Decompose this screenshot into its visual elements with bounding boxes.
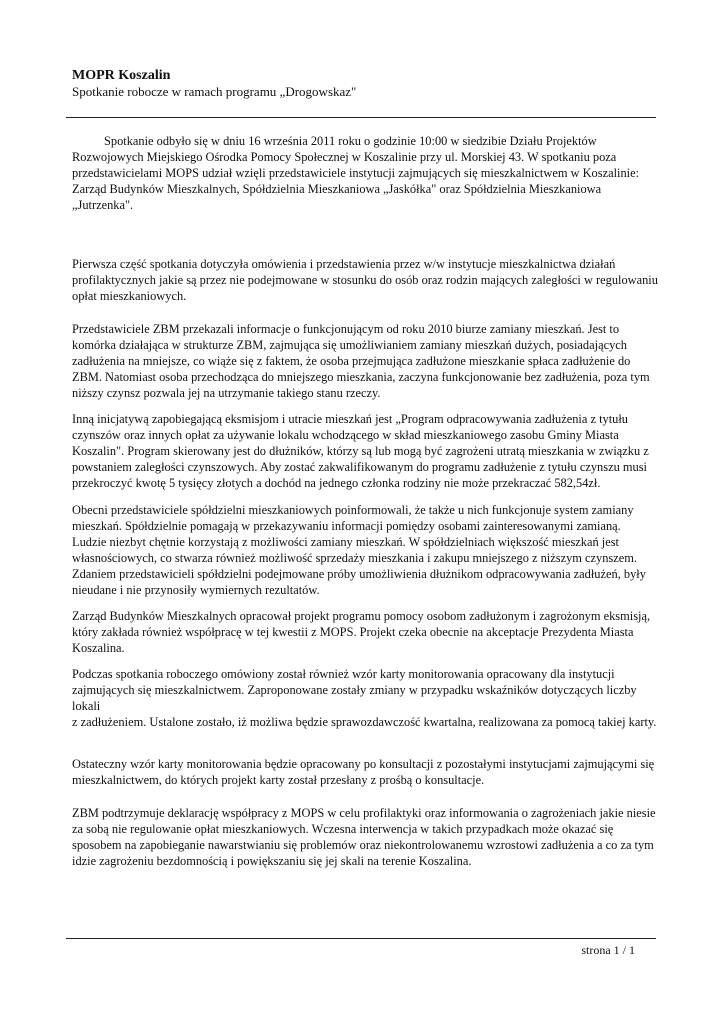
paragraph-first-part: Pierwsza część spotkania dotyczyła omówienia i przedstawienia przez w/w instytucje mieszkalnictwa działań profilaktycznych jakie są przez nie podejmowane w stosunku do osób oraz rodzin mających zaległości w regulowaniu opłat mieszkaniowych. bbox=[72, 257, 658, 304]
paragraph-zbm-exchange-office: Przedstawiciele ZBM przekazali informacje o funkcjonującym od roku 2010 biurze zamiany mieszkań. Jest to komórka działająca w strukturze ZBM, zajmująca się umożliwianiem zamiany mieszkań dużych, posiadających zadłużenia na mniejsze, co wiąże się z faktem, że osoba przejmująca zadłużone mieszkanie spłaca zadłużenie do ZBM. Natomiast osoba przechodząca do mniejszego mieszkania, zaczyna funkcjonowanie bez zadłużenia, poza tym niższy czynsz pozwala jej na utrzymanie takiego stanu rzeczy. bbox=[72, 322, 650, 401]
header-divider bbox=[66, 117, 656, 118]
document-title: MOPR Koszalin bbox=[72, 68, 171, 83]
paragraph-debt-workoff-program: Inną inicjatywą zapobiegającą eksmisjom i utracie mieszkań jest „Program odpracowywania zadłużenia z tytułu czynszów oraz innych opłat za używanie lokalu wchodzącego w skład mieszkaniowego zasobu Gminy Miasta Koszalin". Program skierowany jest do dłużników, którzy są lub mogą być zagrożeni utratą mieszkania w związku z powstaniem zaległości czynszowych. Aby zostać zakwalifikowanym do programu zadłużenie z tytułu czynszu musi przekroczyć kwotę 5 tysięcy złotych a dochód na jednego członka rodziny nie może przekraczać 582,54zł. bbox=[72, 412, 649, 491]
paragraph-monitoring-card: Podczas spotkania roboczego omówiony został również wzór karty monitorowania opracowany dla instytucji zajmujących się mieszkalnictwem. Zaproponowane zostały zmiany w przypadku wskaźników dotyczących liczby lokali z zadłużeniem. Ustalone zostało, iż możliwa będzie sprawozdawczość kwartalna, realizowana za pomocą takiej karty. bbox=[72, 667, 657, 730]
paragraph-meeting-intro: Spotkanie odbyło się w dniu 16 września 2011 roku o godzinie 10:00 w siedzibie Działu Projektów Rozwojowych Miejskiego Ośrodka Pomocy Społecznej w Koszalinie przy ul. Morskiej 43. W spotkaniu poza przedstawicielami MOPS udział wzięli przedstawiciele instytucji zajmujących się mieszkalnictwem w Koszalinie: Zarząd Budynków Mieszkalnych, Spółdzielnia Mieszkaniowa „Jaskółka" oraz Spółdzielnia Mieszkaniowa „Jutrzenka". bbox=[72, 134, 640, 213]
page-number: strona 1 / 1 bbox=[581, 943, 635, 957]
document-subtitle: Spotkanie robocze w ramach programu „Drogowskaz" bbox=[72, 84, 357, 99]
paragraph-final-card: Ostateczny wzór karty monitorowania będzie opracowany po konsultacji z pozostałymi instytucjami zajmującymi się mieszkalnictwem, do których projekt karty został przesłany z prośbą o konsultacje. bbox=[72, 757, 655, 788]
paragraph-zbm-project: Zarząd Budynków Mieszkalnych opracował projekt programu pomocy osobom zadłużonym i zagrożonym eksmisją, który zakłada również współpracę w tej kwestii z MOPS. Projekt czeka obecnie na akceptacje Prezydenta Miasta Koszalina. bbox=[72, 609, 651, 656]
paragraph-cooperatives: Obecni przedstawiciele spółdzielni mieszkaniowych poinformowali, że także u nich funkcjonuje system zamiany mieszkań. Spółdzielnie pomagają w przekazywaniu informacji pomiędzy osobami zainteresowanymi zamianą. Ludzie niezbyt chętnie korzystają z możliwości zamiany mieszkań. W spółdzielniach większość mieszkań jest własnościowych, co stwarza również możliwość sprzedaży mieszkania i zakupu mniejszego z niższym czynszem. Zdaniem przedstawicieli spółdzielni podejmowane próby umożliwienia dłużnikom odpracowywania zadłużeń, były nieudane i nie przynosiły wymiernych rezultatów. bbox=[72, 503, 646, 598]
paragraph-zbm-declaration: ZBM podtrzymuje deklarację współpracy z MOPS w celu profilaktyki oraz informowania o zagrożeniach jakie niesie za sobą nie regulowanie opłat mieszkaniowych. Wczesna interwencja w takich przypadkach może okazać się sposobem na zapobieganie nawarstwianiu się problemów oraz niekontrolowanemu wzrostowi zadłużenia a co za tym idzie zagrożeniu bezdomnością i powiększaniu się jej skali na terenie Koszalina. bbox=[72, 806, 656, 869]
footer-divider bbox=[66, 938, 656, 939]
